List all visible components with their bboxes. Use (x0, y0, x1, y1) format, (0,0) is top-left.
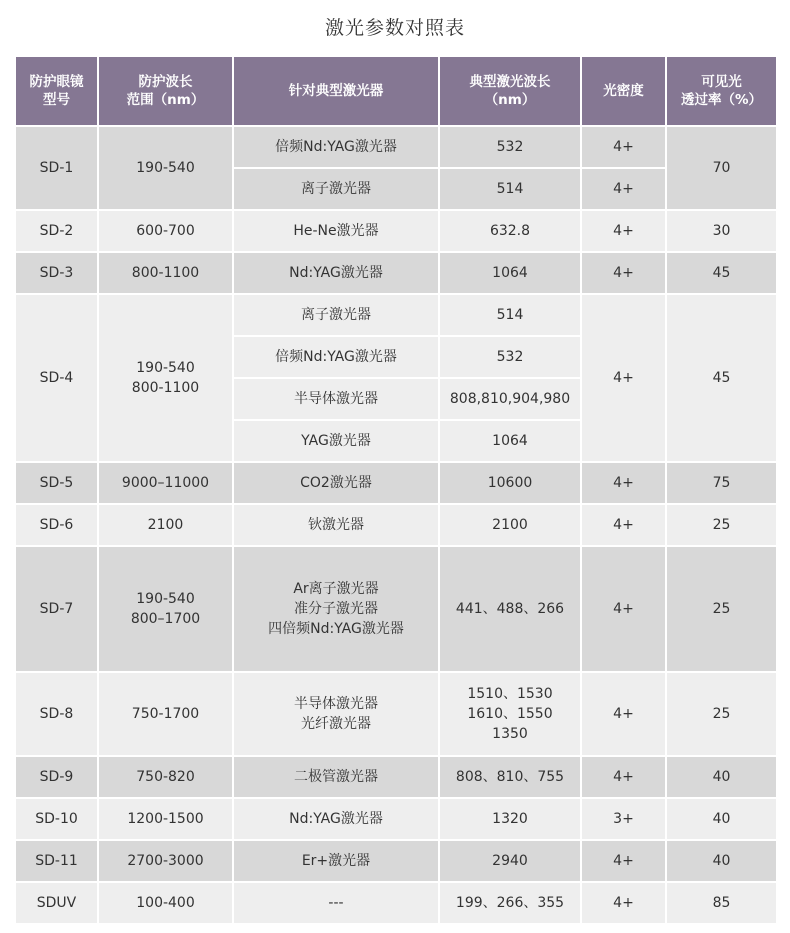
cell-range: 100-400 (98, 882, 233, 924)
cell-od: 3+ (581, 798, 666, 840)
cell-wavelength: 2100 (439, 504, 581, 546)
cell-wavelength: 632.8 (439, 210, 581, 252)
cell-range: 750-820 (98, 756, 233, 798)
cell-laser: Ar离子激光器 准分子激光器 四倍频Nd:YAG激光器 (233, 546, 439, 672)
table-row (15, 252, 777, 294)
cell-wavelength: 199、266、355 (439, 882, 581, 924)
cell-range: 2700-3000 (98, 840, 233, 882)
cell-vlt: 75 (666, 462, 777, 504)
table-row (15, 462, 777, 504)
cell-laser: 离子激光器 (233, 168, 439, 210)
cell-laser: 二极管激光器 (233, 756, 439, 798)
cell-vlt: 25 (666, 546, 777, 672)
cell-model: SD-9 (15, 756, 98, 798)
cell-od: 4+ (581, 462, 666, 504)
cell-model: SDUV (15, 882, 98, 924)
cell-wavelength: 514 (439, 294, 581, 336)
cell-od: 4+ (581, 882, 666, 924)
cell-model: SD-1 (15, 126, 98, 210)
cell-od: 4+ (581, 672, 666, 756)
header-vlt: 可见光 透过率（%） (666, 57, 777, 126)
table-row (15, 504, 777, 546)
header-laser: 针对典型激光器 (233, 57, 439, 126)
cell-wavelength: 1064 (439, 252, 581, 294)
cell-laser: 离子激光器 (233, 294, 439, 336)
cell-laser: He-Ne激光器 (233, 210, 439, 252)
cell-range: 600-700 (98, 210, 233, 252)
header-wavelength: 典型激光波长 （nm） (439, 57, 581, 126)
laser-parameter-table (14, 57, 778, 925)
cell-model: SD-8 (15, 672, 98, 756)
cell-model: SD-7 (15, 546, 98, 672)
cell-od: 4+ (581, 546, 666, 672)
cell-wavelength: 2940 (439, 840, 581, 882)
cell-range: 9000–11000 (98, 462, 233, 504)
cell-wavelength: 808,810,904,980 (439, 378, 581, 420)
cell-wavelength: 514 (439, 168, 581, 210)
table-row (15, 840, 777, 882)
cell-laser: Nd:YAG激光器 (233, 252, 439, 294)
cell-laser: 钬激光器 (233, 504, 439, 546)
table-row (15, 210, 777, 252)
cell-range: 2100 (98, 504, 233, 546)
cell-laser: YAG激光器 (233, 420, 439, 462)
cell-wavelength: 10600 (439, 462, 581, 504)
cell-model: SD-3 (15, 252, 98, 294)
cell-model: SD-11 (15, 840, 98, 882)
cell-laser: 倍频Nd:YAG激光器 (233, 126, 439, 168)
cell-od: 4+ (581, 294, 666, 462)
cell-wavelength: 808、810、755 (439, 756, 581, 798)
cell-od: 4+ (581, 210, 666, 252)
cell-vlt: 45 (666, 252, 777, 294)
cell-wavelength: 1510、1530 1610、1550 1350 (439, 672, 581, 756)
cell-vlt: 70 (666, 126, 777, 210)
cell-vlt: 40 (666, 756, 777, 798)
table-row (15, 798, 777, 840)
cell-vlt: 25 (666, 672, 777, 756)
table-row (15, 126, 777, 168)
header-od: 光密度 (581, 57, 666, 126)
cell-od: 4+ (581, 252, 666, 294)
cell-laser: Nd:YAG激光器 (233, 798, 439, 840)
header-range: 防护波长 范围（nm） (98, 57, 233, 126)
cell-model: SD-6 (15, 504, 98, 546)
cell-vlt: 30 (666, 210, 777, 252)
cell-od: 4+ (581, 840, 666, 882)
cell-laser: 倍频Nd:YAG激光器 (233, 336, 439, 378)
cell-wavelength: 1064 (439, 420, 581, 462)
cell-od: 4+ (581, 126, 666, 168)
cell-wavelength: 532 (439, 336, 581, 378)
cell-range: 750-1700 (98, 672, 233, 756)
cell-range: 190-540 800–1700 (98, 546, 233, 672)
cell-vlt: 45 (666, 294, 777, 462)
cell-vlt: 40 (666, 798, 777, 840)
page-title: 激光参数对照表 (324, 17, 465, 39)
table-row (15, 546, 777, 672)
cell-laser: Er+激光器 (233, 840, 439, 882)
cell-range: 190-540 (98, 126, 233, 210)
cell-wavelength: 532 (439, 126, 581, 168)
cell-vlt: 85 (666, 882, 777, 924)
table-header-row (15, 57, 777, 126)
table-row (15, 672, 777, 756)
cell-wavelength: 441、488、266 (439, 546, 581, 672)
cell-range: 800-1100 (98, 252, 233, 294)
cell-wavelength: 1320 (439, 798, 581, 840)
cell-model: SD-5 (15, 462, 98, 504)
cell-range: 1200-1500 (98, 798, 233, 840)
table-row (15, 882, 777, 924)
cell-laser: --- (233, 882, 439, 924)
cell-range: 190-540 800-1100 (98, 294, 233, 462)
table-row (15, 294, 777, 336)
cell-od: 4+ (581, 168, 666, 210)
cell-od: 4+ (581, 756, 666, 798)
table-row (15, 756, 777, 798)
cell-vlt: 25 (666, 504, 777, 546)
cell-laser: 半导体激光器 光纤激光器 (233, 672, 439, 756)
cell-model: SD-2 (15, 210, 98, 252)
cell-od: 4+ (581, 504, 666, 546)
cell-vlt: 40 (666, 840, 777, 882)
header-model: 防护眼镜 型号 (15, 57, 98, 126)
cell-laser: 半导体激光器 (233, 378, 439, 420)
cell-model: SD-4 (15, 294, 98, 462)
cell-laser: CO2激光器 (233, 462, 439, 504)
cell-model: SD-10 (15, 798, 98, 840)
